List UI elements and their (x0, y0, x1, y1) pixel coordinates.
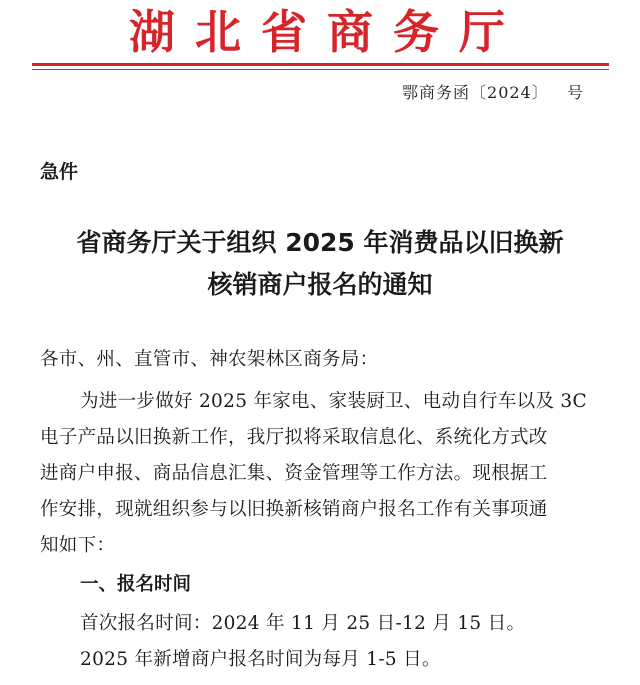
issuer-header-title: 湖北省商务厅 (129, 5, 525, 59)
header-red-rule-thick (32, 63, 609, 66)
section-1-line-1: 首次报名时间：2024 年 11 月 25 日-12 月 15 日。 (80, 613, 526, 634)
body-line-4: 作安排，现就组织参与以旧换新核销商户报名工作有关事项通 (40, 499, 548, 520)
header-red-rule-thin (32, 69, 609, 70)
document-title-line-2: 核销商户报名的通知 (207, 270, 433, 299)
body-line-1: 为进一步做好 2025 年家电、家装厨卫、电动自行车以及 3C (80, 391, 587, 412)
section-1-line-2: 2025 年新增商户报名时间为每月 1-5 日。 (80, 649, 441, 670)
section-1-heading: 一、报名时间 (80, 574, 192, 595)
document-title (20, 222, 620, 306)
salutation: 各市、州、直管市、神农架林区商务局： (40, 349, 379, 370)
document-title-line-1: 省商务厅关于组织 2025 年消费品以旧换新 (76, 228, 564, 257)
document-number: 鄂商务函〔2024〕 号 (402, 83, 584, 102)
body-line-2: 电子产品以旧换新工作，我厅拟将采取信息化、系统化方式改 (40, 427, 548, 448)
urgency-label: 急件 (40, 161, 79, 183)
body-line-3: 进商户申报、商品信息汇集、资金管理等工作方法。现根据工 (40, 463, 548, 484)
body-line-5: 知如下： (40, 535, 116, 556)
